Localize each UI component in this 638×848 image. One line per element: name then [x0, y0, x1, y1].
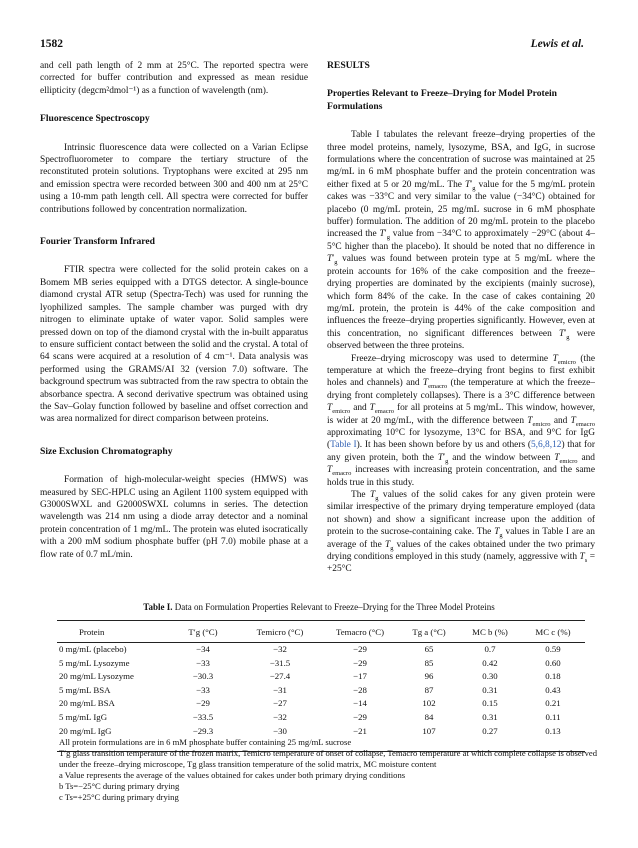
table-cell: −27: [273, 698, 287, 709]
table-row: [57, 643, 585, 657]
table-cell: −33: [196, 684, 210, 695]
footnote-general: All protein formulations are in 6 mM phosphate buffer containing 25 mg/mL sucrose: [59, 737, 352, 747]
table-cell: −30.3: [192, 671, 214, 682]
table-cell: 0.13: [521, 725, 585, 752]
table-ref-link[interactable]: Table I: [351, 130, 380, 141]
table-cell: 0.60: [545, 657, 561, 668]
ftir-heading: Fourier Transform Infrared: [40, 236, 155, 248]
table-cell: −31.5: [269, 657, 291, 668]
table-cell: 0.15: [482, 698, 498, 709]
col-header-mc-c: MC c (%): [521, 621, 585, 643]
col-header-tg: Tg a (°C): [399, 621, 459, 643]
table-cell: 20 mg/mL IgG: [57, 725, 167, 752]
table-cell: 0.11: [545, 711, 561, 722]
table-caption: [0, 602, 638, 612]
col-header-temicro: Temicro (°C): [239, 621, 321, 643]
fluorescence-heading: Fluorescence Spectroscopy: [40, 113, 150, 125]
properties-subheading: Properties Relevant to Freeze–Drying for Model Protein Formulations: [327, 88, 558, 112]
table-cell: −29.3: [167, 725, 239, 752]
table-cell: −28: [353, 684, 367, 695]
table-caption-text: Data on Formulation Properties Relevant to Freeze–Drying for the Three Model Proteins: [174, 602, 495, 612]
table-cell: −27.4: [269, 671, 291, 682]
table-cell: 84: [424, 711, 434, 722]
table-cell: 102: [422, 698, 436, 709]
fluorescence-paragraph: Intrinsic fluorescence data were collected on a Varian Eclipse Spectrofluorometer to compare the tertiary structure of the reconstituted protein solutions. Tryptophans were excited at 295 nm and emission spectra were recorded between 300 and 400 nm at 25°C using a 10-mm path length cell. All spectra were corrected for buffer contributions followed by concentration normalization.: [40, 142, 308, 215]
table-ref-link-2[interactable]: Table I: [330, 440, 357, 451]
footnote-c: c Ts=+25°C during primary drying: [59, 792, 179, 802]
table-footnotes: [59, 737, 599, 803]
table-cell: −29: [353, 644, 367, 654]
col-header-temacro: Temacro (°C): [321, 621, 399, 643]
table-cell: 5 mg/mL Lysozyme: [59, 657, 130, 668]
table-caption-label: Table I.: [143, 602, 173, 612]
table-row: [57, 670, 585, 684]
ftir-paragraph: FTIR spectra were collected for the solid protein cakes on a Bomem MB series equipped with a DTGS detector. A single-bounce diamond crystal ATR setup (Spectra-Tech) was used for running the lyophilized samples. The sample chamber was purged with dry nitrogen to eliminate uptake of water vapor. Solid samples were pressed down on top of the diamond crystal with the in-built apparatus to ensure sufficient contact between the solid and the crystal. A total of 64 scans were acquired at a resolution of 4 cm⁻¹. Data analysis was performed using the GRAMS/AI 32 (version 7.0) software. The background spectrum was subtracted from the raw spectra to obtain the absorbance spectra. A second derivative spectrum was obtained using the Sav–Golay function followed by baseline and offset correction and was area normalized for direct comparison between proteins.: [40, 265, 308, 425]
page-number: 1582: [40, 38, 63, 50]
table-cell: 20 mg/mL Lysozyme: [59, 671, 134, 682]
table-cell: 5 mg/mL IgG: [59, 711, 108, 722]
table-cell: 96: [424, 671, 434, 682]
results-paragraph-2: Freeze–drying microscopy was used to determine $T_{emicro}$ (the temperature at which the freeze–drying front begins to first exhibit holes and channels) and $T_{emacro}$ (the temperature at which the freeze–drying front completely collapses). There is a 3°C difference between $T_{emicro}$ and $T_{emacro}$ for all proteins at 5 mg/mL. This window, however, is wider at 20 mg/mL, with the difference between $T_{emicro}$ and $T_{emacro}$ approximating 10°C for lysozyme, 13°C for BSA, and 9°C for IgG (Table I). It has been shown before by us and others (5,6,8,12) that for any given protein, both the $T'_g$ and the window between $T_{emicro}$ and $T_{emacro}$ increases with increasing protein concentration, and the same holds true in this study.: [327, 353, 595, 488]
table-cell: 0.43: [545, 684, 561, 695]
table-cell: 87: [424, 684, 434, 695]
table-cell: 0.18: [545, 671, 561, 682]
col-header-mc-b: MC b (%): [459, 621, 521, 643]
table-cell: −33: [196, 657, 210, 668]
footnote-a: a Value represents the average of the values obtained for cakes under both primary drying conditions: [59, 770, 406, 780]
table-cell: 0.30: [482, 671, 498, 682]
table-cell: 0.27: [459, 725, 521, 752]
table-row: [57, 657, 585, 671]
running-head-authors: Lewis et al.: [530, 38, 584, 50]
results-heading: RESULTS: [327, 60, 370, 71]
table-cell: 0 mg/mL (placebo): [59, 644, 127, 654]
table-cell: 0.21: [545, 698, 561, 709]
properties-table: [57, 620, 585, 752]
results-paragraph-1: Table I tabulates the relevant freeze–drying properties of the three model proteins, namely, lysozyme, BSA, and IgG, in sucrose formulations where the concentration of sucrose was maintained at 25 mg/mL in 6 mM phosphate buffer and the protein concentration was either fixed at 5 or 20 mg/mL. The $T'_g$ value for the 5 mg/mL protein cakes was −33°C and very similar to the value (−34°C) obtained for placebo (0 mg/mL protein, 25 mg/mL sucrose in 6 mM phosphate buffer) formulation. The addition of 20 mg/mL protein to the placebo increased the $T'_g$ value from −34°C to approximately −29°C (about 4–5°C higher than the placebo). It should be noted that no difference in $T'_g$ values was found between protein type at 5 mg/mL where the protein accounts for 16% of the cake composition and the freeze–drying properties are dominated by the excipients (mainly sucrose), which form 84% of the cake. In the case of cakes containing 20 mg/mL protein, the protein is 44% of the cake composition and influences the freeze–drying properties significantly. However, even at this concentration, no significant differences between $T'_g$ were observed between the three proteins.: [327, 130, 596, 352]
table-cell: −32: [273, 644, 287, 654]
table-cell: 0.31: [482, 684, 498, 695]
table-cell: −32: [273, 711, 287, 722]
table-cell: −29: [196, 698, 210, 709]
sec-heading: Size Exclusion Chromatography: [40, 445, 173, 457]
intro-paragraph: and cell path length of 2 mm at 25°C. The reported spectra were corrected for buffer contribution and expressed as mean residue ellipticity (degcm²dmol⁻¹) as a function of wavelength (nm).: [40, 61, 308, 96]
results-paragraph-3: The $T_g$ values of the solid cakes for any given protein were similar irrespective of the primary drying temperature employed (data not shown) and show a significant increase upon the addition of protein to the sucrose-containing cake. The $T_g$ values in Table I are an average of the $T_g$ values of the cakes obtained under the two primary drying conditions employed in this study (namely, aggressive with $T_s = +25^\circ C$: [327, 490, 596, 575]
table-cell: −33.5: [192, 711, 214, 722]
col-header-protein: Protein: [57, 621, 167, 643]
table-cell: −31: [273, 684, 287, 695]
table-cell: 0.59: [545, 644, 561, 654]
citation-refs[interactable]: 5,6,8,12: [530, 440, 562, 451]
table-cell: 65: [424, 644, 434, 654]
sec-paragraph: Formation of high-molecular-weight species (HMWS) was measured by SEC-HPLC using an Agilent 1100 system equipped with G3000SWXL and G2000SWXL columns in series. The detection wavelength was 214 nm using a diode array detector and a nominal protein concentration of 1 mg/mL. The protein was eluted isocratically with a 200 mM sodium phosphate buffer (pH 7.0) mobile phase at a flow rate of 0.7 mL/min.: [40, 475, 308, 560]
table-cell: −21: [321, 725, 399, 752]
table-cell: 0.42: [482, 657, 498, 668]
table-row: [57, 697, 585, 711]
footnote-abbreviations: T′g glass transition temperature of the frozen matrix, Temicro temperature of onset of collapse, Temacro temperature at which complete collapse is observed under the freeze–drying microscope, Tg glass transition temperature of the solid matrix, MC moisture content: [59, 748, 597, 769]
table-cell: 5 mg/mL BSA: [59, 684, 111, 695]
left-column: [40, 60, 308, 561]
table-cell: 0.31: [482, 711, 498, 722]
table-cell: 20 mg/mL BSA: [59, 698, 115, 709]
table-cell: −17: [353, 671, 367, 682]
table-row: [57, 711, 585, 725]
table-cell: −29: [353, 711, 367, 722]
table-cell: −14: [353, 698, 367, 709]
table-cell: −30: [239, 725, 321, 752]
table-cell: 85: [424, 657, 434, 668]
table-cell: 0.7: [484, 644, 496, 654]
right-column: [327, 60, 595, 576]
table-cell: 107: [399, 725, 459, 752]
table-cell: −34: [196, 644, 210, 654]
table-cell: −29: [353, 657, 367, 668]
table-header-row: [57, 621, 585, 643]
footnote-b: b Ts=−25°C during primary drying: [59, 781, 180, 791]
col-header-tg-prime: T′g (°C): [167, 621, 239, 643]
table-row: [57, 684, 585, 698]
